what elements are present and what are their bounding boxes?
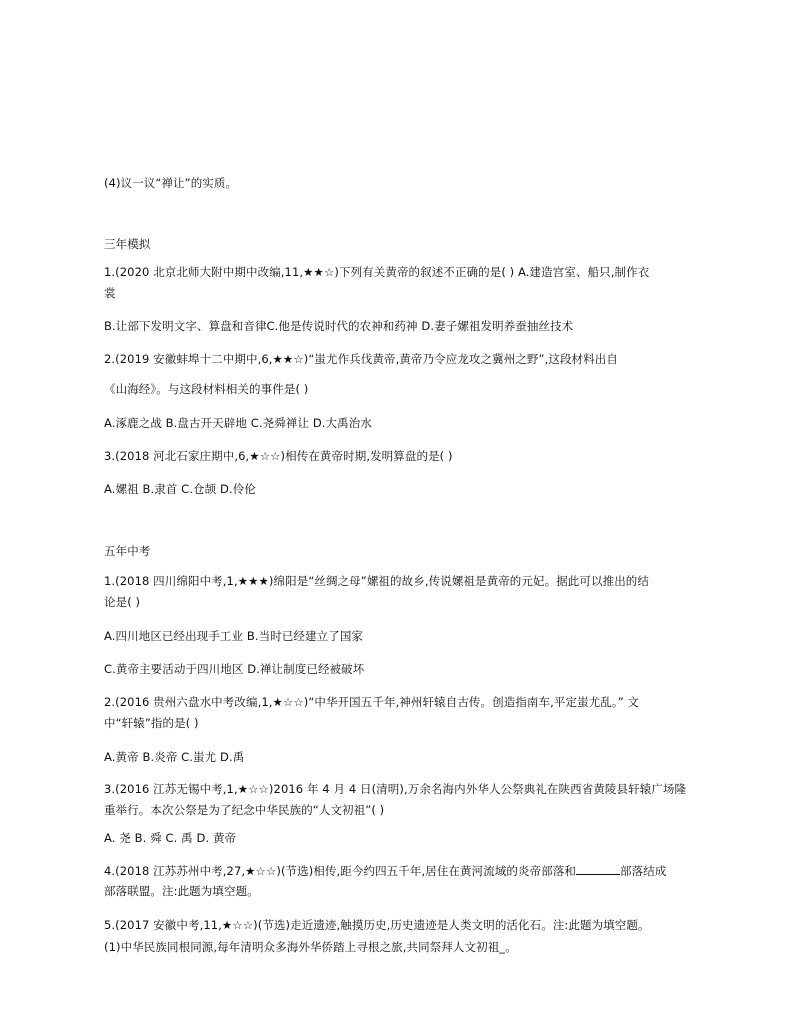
wunian-q5-stem-line1: 5.(2017 安徽中考,11,★☆☆)(节选)走近遗迹,触摸历史,历史遗迹是人类文明的活化石。注:此题为填空题。 <box>104 918 650 932</box>
wunian-q4-text-after-blank: 部落结成 <box>620 864 667 878</box>
sannian-q2-stem-line2: 《山海经》。与这段材料相关的事件是( ) <box>104 382 309 396</box>
fill-in-blank[interactable] <box>576 862 620 875</box>
sannian-q1-options: B.让部下发明文字、算盘和音律C.他是传说时代的农神和药神 D.妻子嫘祖发明养蚕抽丝技术 <box>104 319 574 333</box>
question-part-4: (4)议一议“禅让”的实质。 <box>104 176 238 190</box>
wunian-q2-stem-line1: 2.(2016 贵州六盘水中考改编,1,★☆☆)“中华开国五千年,神州轩辕自古传。创造指南车,平定蚩尤乱。” 文 <box>104 695 640 709</box>
wunian-q3-stem-line2: 重举行。本次公祭是为了纪念中华民族的“人文初祖”( ) <box>104 803 385 817</box>
wunian-q4-stem-line1 <box>104 862 704 879</box>
section-heading-wunian: 五年中考 <box>104 544 151 558</box>
section-heading-sannian: 三年模拟 <box>104 237 151 251</box>
sannian-q1-stem-line2: 裳 <box>104 286 116 300</box>
wunian-q2-stem-line2: 中“轩辕”指的是( ) <box>104 716 199 730</box>
wunian-q5-stem-line2: (1)中华民族同根同源,每年清明众多海外华侨踏上寻根之旅,共同祭拜人文初祖_。 <box>104 940 517 954</box>
sannian-q2-options: A.涿鹿之战 B.盘古开天辟地 C.尧舜禅让 D.大禹治水 <box>104 416 372 430</box>
sannian-q3-stem: 3.(2018 河北石家庄期中,6,★☆☆)相传在黄帝时期,发明算盘的是( ) <box>104 449 453 463</box>
sannian-q2-stem-line1: 2.(2019 安徽蚌埠十二中期中,6,★★☆)“蚩尤作兵伐黄帝,黄帝乃令应龙攻之冀州之野”,这段材料出自 <box>104 352 618 366</box>
wunian-q4-stem-line2: 部落联盟。注:此题为填空题。 <box>104 884 259 898</box>
wunian-q3-stem-line1: 3.(2016 江苏无锡中考,1,★☆☆)2016 年 4 月 4 日(清明),万余名海内外华人公祭典礼在陕西省黄陵县轩辕广场隆 <box>104 782 687 796</box>
sannian-q3-options: A.嫘祖 B.隶首 C.仓颉 D.伶伦 <box>104 482 256 496</box>
wunian-q1-stem-line1: 1.(2018 四川绵阳中考,1,★★★)绵阳是“丝绸之母”嫘祖的故乡,传说嫘祖是黄帝的元妃。据此可以推出的结 <box>104 574 649 588</box>
wunian-q4-text-before-blank: 4.(2018 江苏苏州中考,27,★☆☆)(节选)相传,距今约四五千年,居住在黄河流域的炎帝部落和 <box>104 864 577 878</box>
wunian-q1-options-line2: C.黄帝主要活动于四川地区 D.禅让制度已经被破坏 <box>104 662 365 676</box>
wunian-q2-options: A.黄帝 B.炎帝 C.蚩尤 D.禹 <box>104 750 245 764</box>
wunian-q3-options: A. 尧 B. 舜 C. 禹 D. 黄帝 <box>104 831 237 845</box>
sannian-q1-stem-line1: 1.(2020 北京北师大附中期中改编,11,★★☆)下列有关黄帝的叙述不正确的是( ) A.建造宫室、船只,制作衣 <box>104 265 650 279</box>
wunian-q1-stem-line2: 论是( ) <box>104 595 141 609</box>
wunian-q1-options-line1: A.四川地区已经出现手工业 B.当时已经建立了国家 <box>104 629 364 643</box>
